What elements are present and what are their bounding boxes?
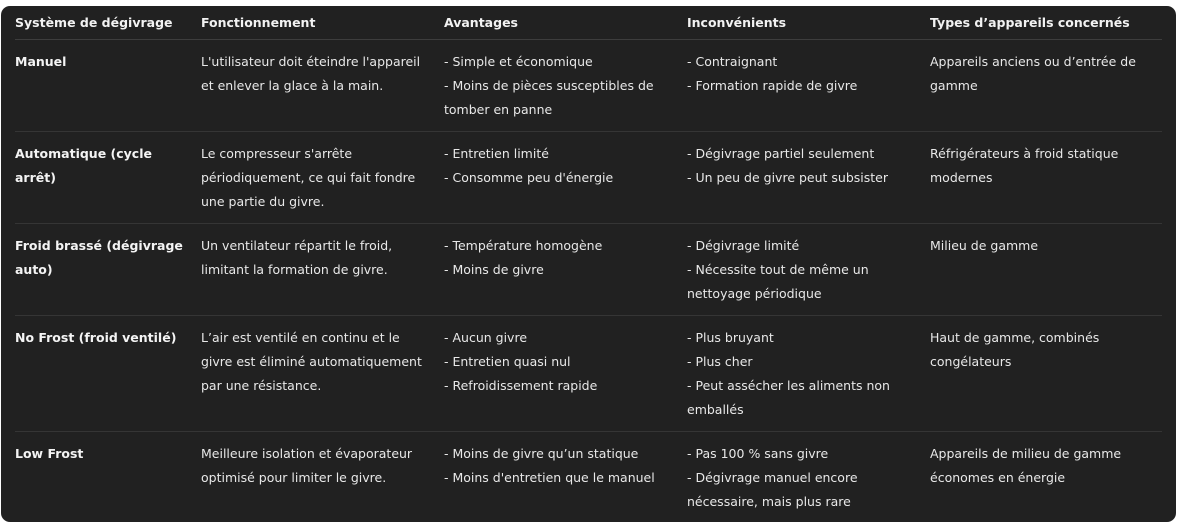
- table-row: [15, 316, 1162, 432]
- drawback-item: - Plus bruyant: [687, 330, 774, 345]
- cell-advantages: [444, 132, 687, 224]
- advantage-item: - Moins de givre: [444, 262, 544, 277]
- drawback-item: - Dégivrage manuel encore nécessaire, mais plus rare: [687, 470, 858, 509]
- table-header-row: [15, 6, 1162, 40]
- cell-system: Manuel: [15, 40, 201, 132]
- drawback-item: - Nécessite tout de même un nettoyage périodique: [687, 262, 869, 301]
- advantage-item: - Moins de givre qu’un statique: [444, 446, 639, 461]
- advantage-item: - Moins d'entretien que le manuel: [444, 470, 655, 485]
- cell-system: Low Frost: [15, 446, 84, 461]
- cell-system: Froid brassé (dégivrage auto): [15, 224, 201, 316]
- cell-devices: Réfrigérateurs à froid statique modernes: [930, 132, 1162, 224]
- drawback-item: - Un peu de givre peut subsister: [687, 170, 889, 185]
- cell-drawbacks: [687, 132, 930, 224]
- table-row: [15, 432, 1162, 524]
- drawback-item: - Pas 100 % sans givre: [687, 446, 829, 461]
- cell-operation: Un ventilateur répartit le froid, limitant la formation de givre.: [201, 224, 444, 316]
- cell-advantages: [444, 224, 687, 316]
- header-system: Système de dégivrage: [15, 6, 201, 40]
- table-row: [15, 40, 1162, 132]
- cell-operation: Le compresseur s'arrête périodiquement, ce qui fait fondre une partie du givre.: [201, 132, 444, 224]
- header-operation: Fonctionnement: [201, 6, 444, 40]
- advantage-item: - Consomme peu d'énergie: [444, 170, 614, 185]
- advantage-item: - Simple et économique: [444, 54, 593, 69]
- cell-advantages: [444, 432, 687, 524]
- cell-operation: Meilleure isolation et évaporateur optimisé pour limiter le givre.: [201, 446, 413, 485]
- drawback-item: - Peut assécher les aliments non emballés: [687, 378, 890, 417]
- cell-operation: L'utilisateur doit éteindre l'appareil et enlever la glace à la main.: [201, 40, 444, 132]
- drawback-item: - Plus cher: [687, 354, 753, 369]
- advantage-item: - Aucun givre: [444, 330, 528, 345]
- drawback-item: - Dégivrage partiel seulement: [687, 146, 875, 161]
- cell-advantages: [444, 316, 687, 432]
- advantage-item: - Température homogène: [444, 238, 603, 253]
- cell-drawbacks: [687, 316, 930, 432]
- advantage-item: - Entretien limité: [444, 146, 549, 161]
- cell-system: No Frost (froid ventilé): [15, 316, 201, 432]
- header-devices: Types d’appareils concernés: [930, 6, 1162, 40]
- drawback-item: - Contraignant: [687, 54, 778, 69]
- defrost-comparison-table: [15, 6, 1162, 523]
- cell-operation: L’air est ventilé en continu et le givre est éliminé automatiquement par une résistance.: [201, 316, 444, 432]
- header-drawbacks: Inconvénients: [687, 6, 930, 40]
- cell-devices: Appareils de milieu de gamme économes en énergie: [930, 446, 1122, 485]
- cell-drawbacks: [687, 432, 930, 524]
- comparison-table-panel: [1, 6, 1176, 522]
- advantage-item: - Entretien quasi nul: [444, 354, 571, 369]
- header-advantages: Avantages: [444, 6, 687, 40]
- cell-advantages: [444, 40, 687, 132]
- advantage-item: - Refroidissement rapide: [444, 378, 598, 393]
- drawback-item: - Dégivrage limité: [687, 238, 800, 253]
- advantage-item: - Moins de pièces susceptibles de tomber en panne: [444, 78, 654, 117]
- drawback-item: - Formation rapide de givre: [687, 78, 858, 93]
- table-row: [15, 132, 1162, 224]
- cell-devices: Haut de gamme, combinés congélateurs: [930, 316, 1162, 432]
- cell-devices: Appareils anciens ou d’entrée de gamme: [930, 40, 1162, 132]
- cell-devices: Milieu de gamme: [930, 224, 1162, 316]
- table-row: [15, 224, 1162, 316]
- cell-drawbacks: [687, 40, 930, 132]
- cell-drawbacks: [687, 224, 930, 316]
- cell-system: Automatique (cycle arrêt): [15, 132, 201, 224]
